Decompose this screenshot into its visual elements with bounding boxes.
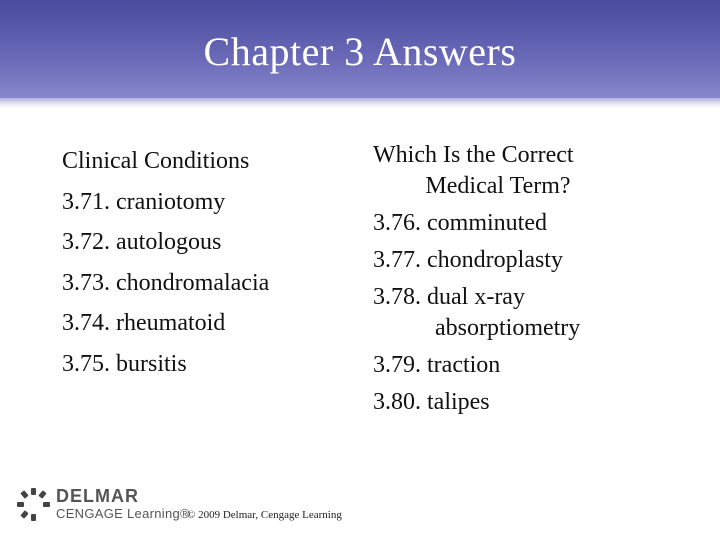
answer-item: 3.72. autologous <box>62 229 222 255</box>
registered-mark: ® <box>180 506 190 521</box>
answer-item: 3.77. chondroplasty <box>373 247 563 273</box>
correct-term-column <box>373 140 623 418</box>
answer-item: 3.73. chondromalacia <box>62 269 270 296</box>
title-banner <box>0 0 720 108</box>
slide-title: Chapter 3 Answers <box>203 29 517 74</box>
answer-item: 3.79. traction <box>373 352 501 378</box>
delmar-cengage-logo <box>16 486 190 526</box>
answer-item-continuation: absorptiometry <box>435 315 581 341</box>
logo-wordmark: DELMAR <box>56 486 139 506</box>
section-heading: Clinical Conditions <box>62 148 250 174</box>
logo-subline-text: CENGAGE Learning <box>56 506 181 521</box>
answer-item: 3.80. talipes <box>373 389 490 415</box>
clinical-conditions-column <box>62 141 352 384</box>
logo-subline <box>56 506 190 521</box>
answer-item: 3.75. bursitis <box>62 350 187 377</box>
delmar-cengage-logo-mark-icon <box>16 486 52 524</box>
section-heading-continuation: Medical Term? <box>425 173 571 199</box>
answer-item: 3.78. dual x-ray <box>373 284 525 310</box>
copyright-notice: © 2009 Delmar, Cengage Learning <box>187 509 342 521</box>
answer-item: 3.76. comminuted <box>373 210 547 236</box>
section-heading: Which Is the Correct <box>373 142 574 168</box>
answer-item: 3.74. rheumatoid <box>62 310 226 336</box>
answer-item: 3.71. craniotomy <box>62 188 226 215</box>
